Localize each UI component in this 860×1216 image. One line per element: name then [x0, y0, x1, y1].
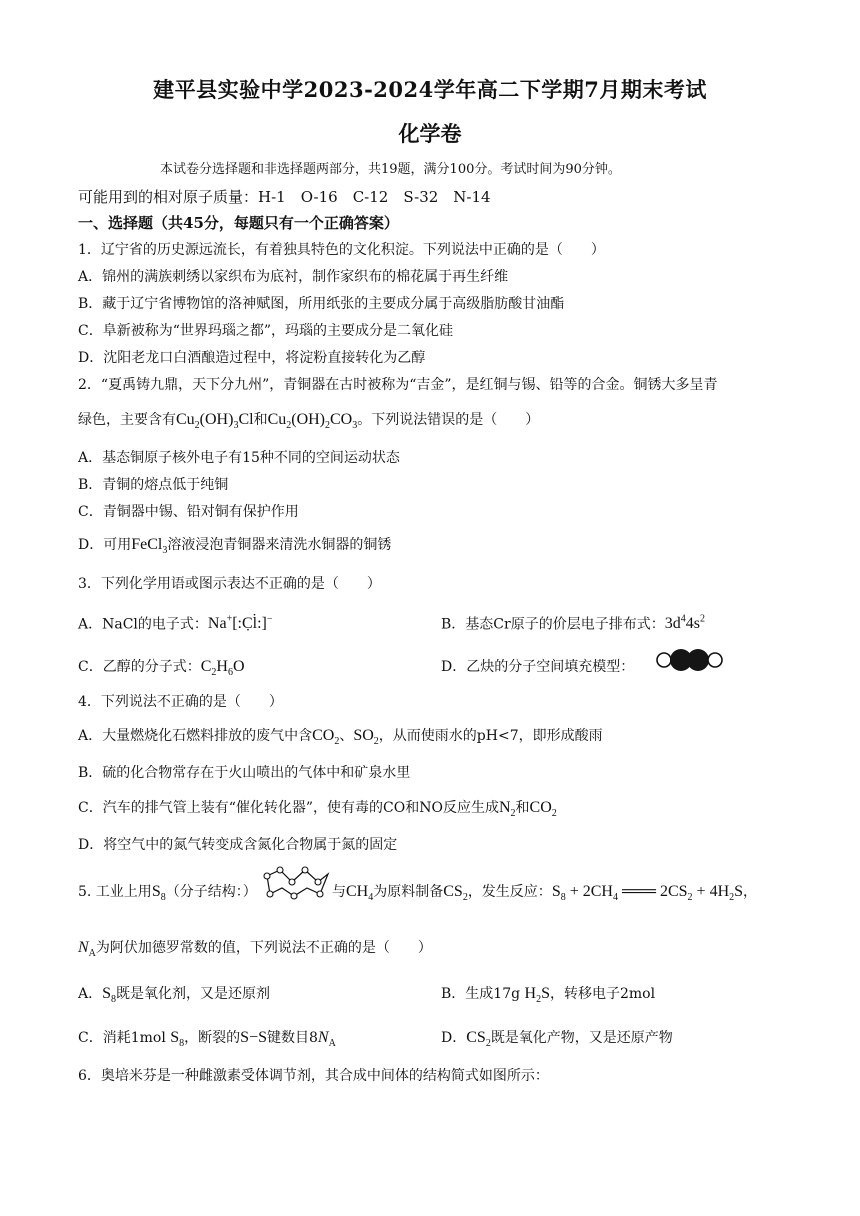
q4-option-c-and: 和 [515, 800, 530, 816]
q2-stem-line2 [78, 410, 539, 436]
formula-cu2oh2co3: $Cu_2(OH)_2CO_3$ [267, 411, 358, 432]
q2-option-d-rest: 溶液浸泡青铜器来清洗水铜器的铜锈 [167, 537, 392, 553]
q4-stem: 4．下列说法不正确的是（ ） [78, 694, 283, 710]
q4-option-b: B．硫的化合物常存在于火山喷出的气体中和矿泉水里 [78, 765, 411, 781]
formula-co2-product: $CO_2$ [529, 799, 557, 820]
q4-option-a-prefix: A．大量燃烧化石燃料排放的废气中含 [78, 728, 313, 744]
cr-electron-config: $3d^44s^2$ [664, 614, 705, 633]
q2-stem-line1: 2．“夏禹铸九鼎，天下分九州”，青铜器在古时被称为“吉金”，是红铜与锡、铅等的合金。铜锈大多呈青 [78, 377, 718, 393]
q5-stem-raw: 为原料制备 [373, 884, 444, 900]
q2-option-c: C．青铜器中锡、铅对铜有保护作用 [78, 504, 299, 520]
q1-option-a: A．锦州的满族刺绣以家织布为底衬，制作家织布的棉花属于再生纤维 [78, 269, 509, 285]
exam-title: 建平县实验中学2023-2024学年高二下学期7月期末考试 [153, 77, 707, 102]
formula-fecl3: FeCl$_3$ [131, 536, 168, 557]
q5-option-d-text: 既是氧化产物，又是还原产物 [490, 1030, 673, 1046]
q3-option-b-text: B．基态Cr原子的价层电子排布式： [441, 616, 665, 633]
q4-option-d: D．将空气中的氮气转变成含氮化合物属于氮的固定 [78, 837, 398, 853]
formula-h2s: $H_2S$ [524, 985, 550, 1006]
q5-structure-label: （分子结构：） [165, 884, 257, 900]
formula-so2: $SO_2$ [353, 727, 379, 748]
q3-option-d-text: D．乙炔的分子空间填充模型： [441, 659, 635, 675]
formula-ch4: $CH_4$ [346, 883, 374, 904]
q5-option-a: A．$S_8$既是氧化剂，又是还原剂 [78, 985, 271, 1006]
q5-stem-continued: 与$CH_4$为原料制备$CS_2$，发生反应：$S_8 + 2CH_4$ ═══ $2CS_2 + 4H_2S$， [332, 883, 758, 904]
formula-s8-c: $S_8$ [170, 1029, 185, 1050]
q3-option-a-text: A．NaCl的电子式： [78, 616, 208, 633]
q5-option-d: D．$CS_2$既是氧化产物，又是还原产物 [441, 1029, 673, 1050]
symbol-na-c: $N_A$ [317, 1029, 336, 1050]
q4-option-a-sep: 、 [339, 728, 354, 744]
formula-co2: $CO_2$ [312, 727, 340, 748]
q4-option-c [78, 798, 557, 824]
q2-option-b: B．青铜的熔点低于纯铜 [78, 477, 229, 493]
q5-stem-with: 与 [332, 884, 346, 900]
formula-cs2-d: $CS_2$ [466, 1029, 491, 1050]
reaction-equation: $S_8 + 2CH_4$ ═══ $2CS_2 + 4H_2S$ [551, 883, 744, 904]
q3-stem: 3．下列化学用语或图示表达不正确的是（ ） [78, 576, 381, 592]
q5-option-a-text: 既是氧化剂，又是还原剂 [116, 986, 271, 1002]
q3-option-b [441, 610, 705, 634]
q5-na-line [78, 938, 432, 964]
q5-option-c [78, 1028, 336, 1054]
q1-option-b: B．藏于辽宁省博物馆的洛神赋图，所用纸张的主要成分属于高级脂肪酸甘油酯 [78, 296, 565, 312]
q3-option-c-text: C．乙醇的分子式： [78, 659, 201, 675]
formula-cu2oh3cl: $Cu_2(OH)_3Cl$ [176, 411, 254, 432]
q2-stem-question: 。下列说法错误的是（ ） [357, 412, 540, 428]
symbol-na: $N_A$ [78, 939, 96, 960]
q2-option-d [78, 535, 391, 561]
formula-cs2: $CS_2$ [443, 883, 468, 904]
formula-s8: $S_8$ [151, 883, 166, 904]
formula-c2h6o: $C_2H_6O$ [200, 658, 245, 679]
atomic-masses: 可能用到的相对原子质量：H-1 O-16 C-12 S-32 N-14 [78, 188, 491, 206]
q3-option-d [441, 657, 634, 677]
q5-option-b [441, 984, 655, 1010]
q5-option-b-prefix: B．生成17g [441, 986, 521, 1002]
q1-stem: 1．辽宁省的历史源远流长，有着独具特色的文化积淀。下列说法中正确的是（ ） [78, 242, 605, 258]
q5-stem [78, 882, 257, 908]
q5-option-c-mid: ，断裂的 [184, 1030, 241, 1046]
q5-na-text: 为阿伏加德罗常数的值，下列说法不正确的是（ ） [95, 940, 432, 956]
q4-option-a [78, 726, 603, 752]
q5-stem-prefix: 5. 工业上用 [78, 884, 152, 900]
q2-stem-and: 和 [253, 412, 268, 428]
nacl-electron-formula: Na+[:C̣l̇:]− [207, 614, 273, 633]
q5-option-c-prefix: C．消耗1mol [78, 1030, 166, 1046]
formula-s8-a: $S_8$ [102, 985, 117, 1006]
section-heading: 一、选择题（共45分，每题只有一个正确答案） [78, 214, 399, 232]
q6-stem: 6．奥培米芬是一种雌激素受体调节剂，其合成中间体的结构简式如图所示： [78, 1068, 549, 1084]
exam-subtitle: 化学卷 [398, 121, 462, 146]
bond-s-s: S−S [240, 1029, 267, 1046]
q5-option-b-rest: ，转移电子2mol [550, 986, 656, 1002]
q5-stem-reaction: ，发生反应： [467, 884, 552, 900]
s8-ring-structure [262, 866, 332, 904]
q4-option-c-prefix: C．汽车的排气管上装有“催化转化器”，使有毒的CO和NO反应生成 [78, 800, 499, 816]
acetylene-space-filling-model [655, 646, 725, 678]
q1-option-d: D．沈阳老龙口白酒酿造过程中，将淀粉直接转化为乙醇 [78, 350, 426, 366]
q4-option-a-rest: ，从而使雨水的pH<7，即形成酸雨 [378, 728, 603, 744]
q2-option-d-prefix: D．可用 [78, 537, 132, 553]
q2-option-a: A．基态铜原子核外电子有15种不同的空间运动状态 [78, 450, 400, 466]
formula-n2: $N_2$ [498, 799, 516, 820]
exam-intro: 本试卷分选择题和非选择题两部分，共19题，满分100分。考试时间为90分钟。 [160, 162, 621, 177]
q3-option-c [78, 657, 245, 683]
q2-stem-text: 绿色，主要含有 [78, 412, 176, 428]
q3-option-a [78, 610, 273, 634]
q1-option-c: C．阜新被称为“世界玛瑙之都”，玛瑙的主要成分是二氧化硅 [78, 323, 454, 339]
q5-option-c-rest: 键数目8 [267, 1030, 318, 1046]
